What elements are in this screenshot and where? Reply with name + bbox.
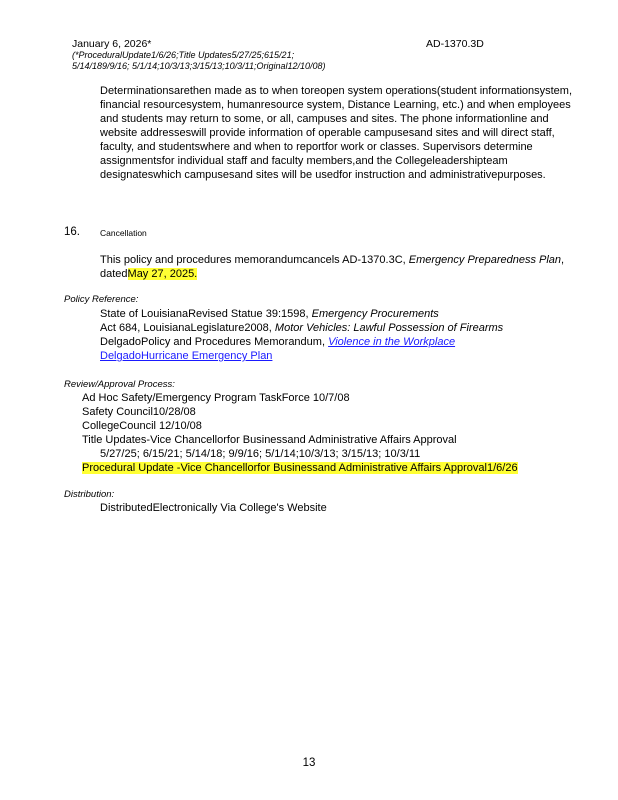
review-item: Safety Council10/28/08 xyxy=(82,406,196,418)
policy-reference-line xyxy=(100,349,570,363)
policy-reference-line xyxy=(100,335,570,349)
cancellation-date-highlight: May 27, 2025. xyxy=(127,268,198,280)
revision-note xyxy=(72,50,402,72)
revision-note-line-2: 5/14/189/9/16; 5/1/14;10/3/13;3/15/13;10/3/11;Original12/10/08) xyxy=(72,61,326,71)
review-approval-list xyxy=(82,391,582,475)
violence-workplace-link[interactable]: Violence in the Workplace xyxy=(328,336,456,348)
policy-reference-label: Policy Reference: xyxy=(64,294,139,305)
distribution-label: Distribution: xyxy=(64,489,115,500)
policy-reference-line xyxy=(100,321,570,335)
review-item: CollegeCouncil 12/10/08 xyxy=(82,420,202,432)
policy-reference-italic: Motor Vehicles: Lawful Possession of Firearms xyxy=(274,322,504,334)
body-paragraph: Determinationsarethen made as to when toreopen system operations(student informationsystem, financial resourcesystem, humanresource system, Distance Learning, etc.) and when employees and students may return to some, or all, campuses and sites. The phone informationline and website addresseswill provide information of operable campusesand sites and will direct staff, faculty, and studentswhere and when to reportfor work or classes. Supervisors determine assignmentsfor individual staff and faculty members,and the Collegeleadershipteam designateswhich campusesand sites will be usedfor instruction and administrativepurposes. xyxy=(100,85,573,181)
section-number: 16. xyxy=(64,226,80,238)
header-date: January 6, 2026* xyxy=(72,38,152,50)
revision-note-line-1: (*ProceduralUpdate1/6/26;Title Updates5/27/25;615/21; xyxy=(72,50,295,60)
policy-reference-italic: Emergency Procurements xyxy=(311,308,439,320)
review-approval-label: Review/Approval Process: xyxy=(64,379,175,390)
policy-reference-text: State of LouisianaRevised Statue 39:1598, xyxy=(100,308,309,320)
cancellation-prefix: This policy and procedures memorandumcancels AD-1370.3C, xyxy=(100,254,406,266)
cancelled-document-title: Emergency Preparedness Plan xyxy=(408,254,562,266)
cancellation-dated: , dated xyxy=(100,254,565,280)
distribution-text: DistributedElectronically Via College's Website xyxy=(100,502,327,514)
policy-reference-text: DelgadoPolicy and Procedures Memorandum, xyxy=(100,336,326,348)
policy-reference-line xyxy=(100,307,570,321)
policy-reference-list xyxy=(100,307,570,363)
review-item: Title Updates-Vice Chancellorfor Businessand Administrative Affairs Approval xyxy=(82,434,457,446)
hurricane-plan-link[interactable]: DelgadoHurricane Emergency Plan xyxy=(100,350,273,362)
procedural-update-highlight: Procedural Update -Vice Chancellorfor Businessand Administrative Affairs Approval1/6/26 xyxy=(82,462,518,474)
document-code: AD-1370.3D xyxy=(426,38,484,50)
page-number: 13 xyxy=(302,757,316,769)
review-item-highlight xyxy=(82,461,582,475)
review-item: Ad Hoc Safety/Emergency Program TaskForce 10/7/08 xyxy=(82,392,350,404)
cancellation-text xyxy=(100,253,570,281)
section-title: Cancellation xyxy=(100,228,147,238)
policy-reference-text: Act 684, LouisianaLegislature2008, xyxy=(100,322,272,334)
review-item-dates: 5/27/25; 6/15/21; 5/14/18; 9/9/16; 5/1/14;10/3/13; 3/15/13; 10/3/11 xyxy=(100,448,421,460)
